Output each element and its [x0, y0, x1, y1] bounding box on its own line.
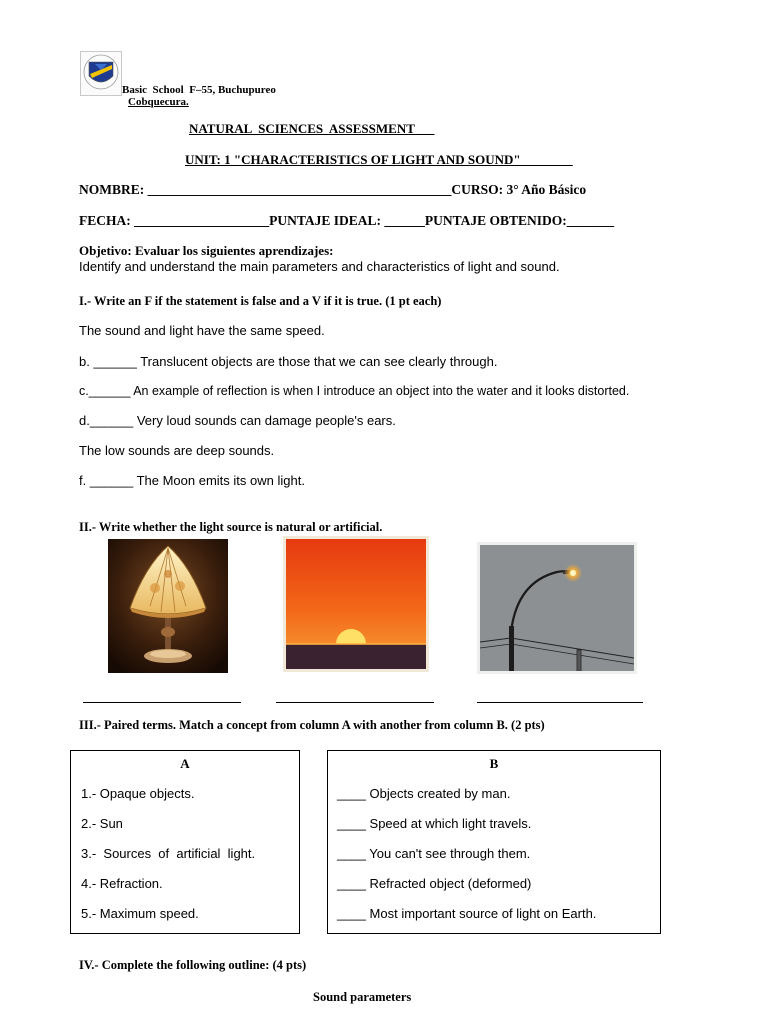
school-name: Basic School F–55, Buchupureo — [122, 84, 276, 96]
fecha-field[interactable]: FECHA: ____________________PUNTAJE IDEAL: ______PUNTAJE OBTENIDO:_______ — [79, 213, 615, 228]
tf-item: c.______ An example of reflection is when I introduce an object into the water and it looks distorted. — [79, 384, 630, 398]
section-4-title: IV.- Complete the following outline: (4 pts) — [79, 958, 307, 972]
school-city: Cobquecura. — [128, 96, 189, 108]
tf-item: The sound and light have the same speed. — [79, 323, 325, 338]
unit-title: UNIT: 1 "CHARACTERISTICS OF LIGHT AND SOUND"________ — [185, 152, 573, 167]
outline-title: Sound parameters — [313, 990, 412, 1004]
column-b-box — [327, 750, 661, 934]
tf-item: f. ______ The Moon emits its own light. — [79, 473, 305, 488]
column-b-header: B — [489, 756, 499, 771]
school-crest-icon — [80, 51, 122, 96]
sunset-image — [283, 536, 429, 672]
objective-label: Objetivo: Evaluar los siguientes aprendizajes: — [79, 243, 334, 258]
tf-item: d.______ Very loud sounds can damage people's ears. — [79, 413, 396, 428]
column-b-item: ____ You can't see through them. — [337, 846, 531, 861]
objective-text: Identify and understand the main parameters and characteristics of light and sound. — [79, 259, 560, 274]
column-a-item: 5.- Maximum speed. — [81, 906, 199, 921]
tf-item: b. ______ Translucent objects are those that we can see clearly through. — [79, 354, 498, 369]
section-2-title: II.- Write whether the light source is natural or artificial. — [79, 520, 383, 534]
street-lamp-image — [477, 542, 637, 674]
column-b-item: ____ Objects created by man. — [337, 786, 511, 801]
column-b-item: ____ Speed at which light travels. — [337, 816, 532, 831]
column-a-header: A — [180, 756, 190, 771]
puntaje-ideal-label: PUNTAJE IDEAL: — [269, 213, 382, 228]
answer-line-2[interactable] — [276, 702, 434, 703]
curso-label: CURSO: 3° Año Básico — [451, 182, 587, 197]
column-a-item: 1.- Opaque objects. — [81, 786, 195, 801]
tf-item: The low sounds are deep sounds. — [79, 443, 275, 458]
assessment-title: NATURAL SCIENCES ASSESSMENT___ — [189, 121, 435, 136]
answer-line-1[interactable] — [83, 702, 241, 703]
column-b-item: ____ Refracted object (deformed) — [337, 876, 532, 891]
column-a-item: 2.- Sun — [81, 816, 123, 831]
nombre-field[interactable]: NOMBRE: _____________________________________________CURSO: 3° Año Básico — [79, 182, 587, 197]
puntaje-obtenido-label: PUNTAJE OBTENIDO: — [424, 213, 567, 228]
column-b-item: ____ Most important source of light on Earth. — [337, 906, 597, 921]
table-lamp-image — [105, 536, 231, 676]
column-a-item: 3.- Sources of artificial light. — [81, 846, 256, 861]
column-a-item: 4.- Refraction. — [81, 876, 163, 891]
section-1-title: I.- Write an F if the statement is false and a V if it is true. (1 pt each) — [79, 294, 442, 308]
section-3-title: III.- Paired terms. Match a concept from column A with another from column B. (2 pts) — [79, 718, 545, 732]
column-a-box — [70, 750, 300, 934]
answer-line-3[interactable] — [477, 702, 643, 703]
